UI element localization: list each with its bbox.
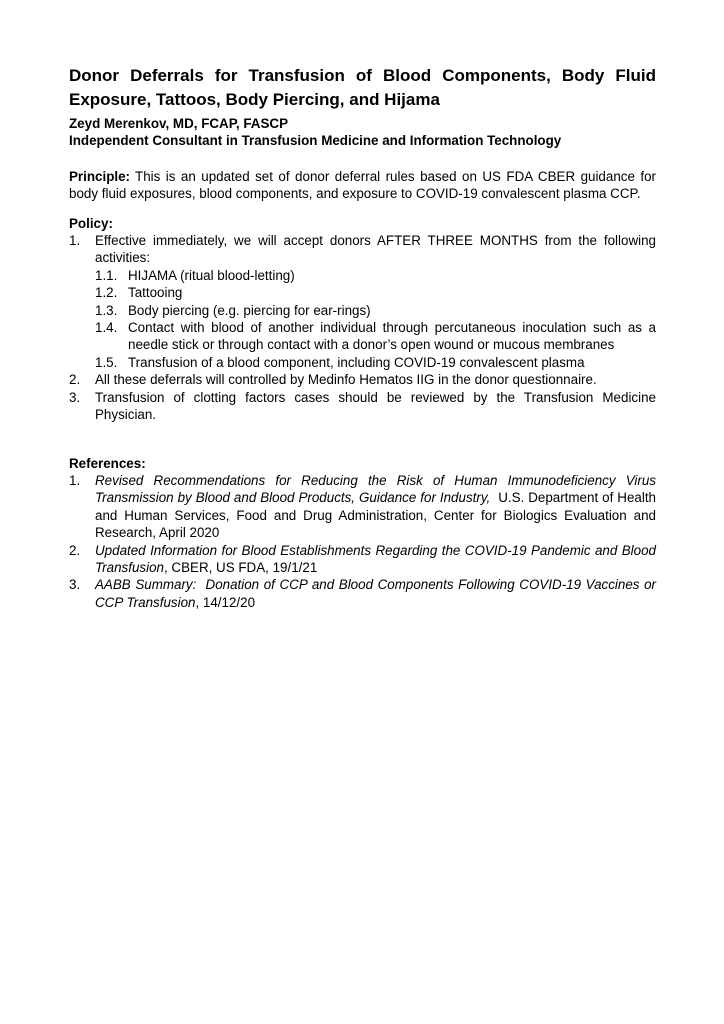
policy-item-3 xyxy=(69,389,656,424)
subitem-text: Transfusion of a blood component, including COVID-19 convalescent plasma xyxy=(128,354,585,370)
reference-detail: U.S. Department of Health and Human Services, Food and Drug Administration, Center for Biologics Evaluation and Research, April 2020 xyxy=(95,490,656,541)
policy-subitem-1-4 xyxy=(95,319,656,354)
policy-item-number: 3. xyxy=(69,389,81,405)
reference-title: Revised Recommendations for Reducing the Risk of Human Immunodeficiency Virus Transmission by Blood and Blood Products, Guidance for Industry, xyxy=(95,472,656,506)
document-title: Donor Deferrals for Transfusion of Blood Components, Body Fluid Exposure, Tattoos, Body Piercing, and Hijama xyxy=(69,66,656,109)
reference-title: AABB Summary: Donation of CCP and Blood Components Following COVID-19 Vaccines or CCP Transfusion xyxy=(95,577,656,610)
policy-item-1 xyxy=(69,232,656,371)
subitem-text: HIJAMA (ritual blood-letting) xyxy=(128,267,295,283)
references-heading: References: xyxy=(69,455,146,471)
reference-item-1 xyxy=(69,472,656,542)
reference-number: 2. xyxy=(69,542,81,558)
references-list xyxy=(69,472,656,611)
policy-heading: Policy: xyxy=(69,215,113,231)
policy-subitem-1-1 xyxy=(95,267,656,284)
principle-paragraph xyxy=(69,168,656,203)
policy-item-text: All these deferrals will controlled by Medinfo Hematos IIG in the donor questionnaire. xyxy=(95,372,597,388)
reference-number: 1. xyxy=(69,472,81,488)
policy-subitem-1-2 xyxy=(95,284,656,301)
affiliation-line: Independent Consultant in Transfusion Medicine and Information Technology xyxy=(69,133,562,149)
policy-subitem-1-5 xyxy=(95,354,656,371)
principle-label: Principle: xyxy=(69,168,131,184)
subitem-text: Tattooing xyxy=(128,285,183,301)
author-line: Zeyd Merenkov, MD, FCAP, FASCP xyxy=(69,116,289,131)
reference-detail: , 14/12/20 xyxy=(195,594,256,610)
reference-item-2 xyxy=(69,542,656,577)
policy-item-number: 2. xyxy=(69,372,81,388)
reference-item-3 xyxy=(69,576,656,611)
reference-detail: , CBER, US FDA, 19/1/21 xyxy=(163,559,318,575)
subitem-number: 1.1. xyxy=(95,267,118,283)
subitem-text: Contact with blood of another individual through percutaneous inoculation such as a needle stick or through contact with a donor’s open wound or mucous membranes xyxy=(128,320,656,353)
principle-text: This is an updated set of donor deferral rules based on US FDA CBER guidance for body fluid exposures, blood components, and exposure to COVID-19 convalescent plasma CCP. xyxy=(69,168,656,202)
reference-title: Updated Information for Blood Establishments Regarding the COVID-19 Pandemic and Blood Transfusion xyxy=(95,542,656,575)
policy-item-number: 1. xyxy=(69,233,81,249)
policy-list xyxy=(69,232,656,423)
document-content xyxy=(69,64,656,611)
subitem-number: 1.2. xyxy=(95,285,118,301)
policy-sublist xyxy=(95,267,656,371)
policy-item-2 xyxy=(69,371,656,388)
subitem-number: 1.3. xyxy=(95,302,118,318)
reference-number: 3. xyxy=(69,577,81,593)
subitem-number: 1.5. xyxy=(95,354,118,370)
policy-subitem-1-3 xyxy=(95,302,656,319)
subitem-text: Body piercing (e.g. piercing for ear-rings) xyxy=(128,302,371,318)
policy-item-text: Transfusion of clotting factors cases should be reviewed by the Transfusion Medicine Physician. xyxy=(95,389,656,423)
subitem-number: 1.4. xyxy=(95,320,118,336)
policy-item-text: Effective immediately, we will accept donors AFTER THREE MONTHS from the following activities: xyxy=(95,233,656,266)
